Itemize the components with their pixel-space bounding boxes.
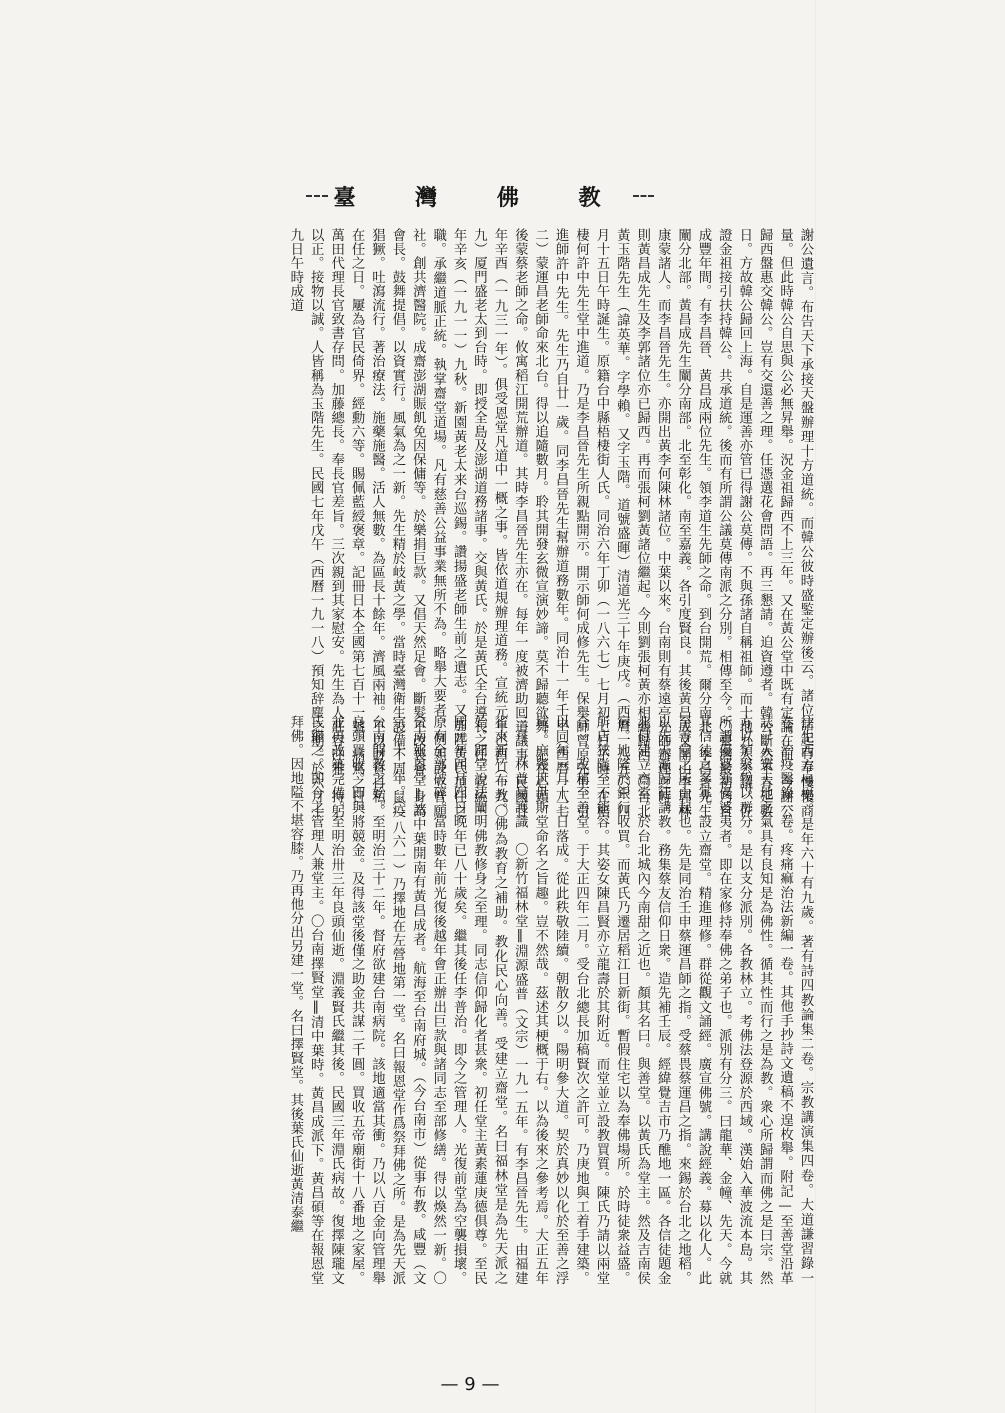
header-rule-right (633, 195, 655, 197)
text-block-lower-right: 往生西方極樂。是年六十有九歲。著有詩四教論集二卷。宗教講演集四卷。大道謙習錄一卷。治疫醫錄一卷。疼痛痲治法新編一卷。其他手抄詩文遺稿不遑枚舉。附記—至善堂沿革誌！入寰天地之氣具有良知是為佛性。循其性而行之是為教。衆心所歸謂而佛之是曰宗。然方以類聚物以群分。是以支分派別。各教林立。考佛法登源於西域。漢始入華波流本島。其所謂優婆塞優婆夷者。即在家修持奉佛之弟子也。派別有分三。曰龍華、金幢、先天。今就其信徒之多寡。設立齋堂。精進理修。群從觀文誦經。廣宣佛號。講說經義。募以化人。此至善堂之所由起也。先是同治壬申蔡運昌師之指。受蔡畏蔡運昌之指。來錫於台北之地稻。以先天派歸徒講教。務集蔡友信仰日衆。造先補壬辰。經緯覺吉市乃醮地一區。各信徒題金北付建立齋堂。於台北城內今南甜之近也。顏其名曰。與善堂。以黃氏為堂主。然及吉南侯宿。地隆於銀行收買。而黃氏乃遷居稻江日新街。暫假住宅以為奉佛場所。於時徒衆益盛。所店狹隘至不能容。其姿女陳昌賢亦立龍壽於其附近。而堂並立設教買質。陳氏乃請以兩堂合一。改稱至善堂。于大正四年二月。受台北總長加稿賢次之許可。乃庚地與工着手建築。以同年三月十三日落成。從此秩敬陸續。朝散夕以。陽明參大道。契於真妙以化於至善之浮域。庶幾世世斯堂命名之旨趣。豈不然哉。茲述其梗概于右。以為後來之參考焉。大正五年三月 林普易護識 〇新竹福林堂‖淵源盛普（文宗）一九一五年。有李昌晉先生。由福建省來新竹布教。佛為教育之補助。教化民心向善。受建立齋堂。名曰福林堂是為先天派之始。開堂說法闡明佛教修身之至理。同志信仰歸化者甚衆。初任堂主黃素蓮庚德俱尊。至民國元年四月四日晚年已八十歲矣。繼其後任李普治。即今之管理人。光復前堂為空襲損壞。原有全部破碎。當時數年前光復後越年會正辦出巨款與諸同志至部修繕。得以煥然一新。〇台南報恩堂‖諸中葉開南有黃昌成者。航海至台南府城。（今台南市）從事布教。咸豐（文宗）十一年。（一八六一）乃擇地在左營地第一堂。名曰報恩堂作爲祭拜佛之所。是為先天派台南開教之始。至明治三十二年。督府欲建台南病院。該地適當其衝。乃以八百金向管理舉良頭買收。即與將競金。及得該堂後僅之助金共謀二千圓。買收五帝廟街十八番地之家屋。並再改築完備。至明治卅三年良頭仙逝。淵義賢氏繼其後。民國三年淵氏病故。復擇陳瓏文氏繼之。即今之管理人兼堂主。〇台南擇賢堂‖清中葉時。黃昌成派下。黃昌碩等在報恩堂拜佛。因地隘不堪容膝。乃再他分出另建一堂。名曰擇賢堂。其後葉氏仙逝黃清泰繼 (287, 715, 813, 1285)
page-crease (815, 0, 816, 1413)
page-number: — 9 — (440, 1374, 500, 1395)
header-title: 臺 灣 佛 教 (333, 184, 627, 211)
page-header (300, 180, 660, 212)
header-rule-left (306, 195, 328, 197)
text-block-upper: 謝公遺言。布告天下承接天盤辦理十方道統。而韓公彼時盛鍳定辦後云。諸位諸起有奉慢慢商量。但此時韓公自思與公必無昇舉。況金祖歸西不上三年。又在黃公堂中既有定論在前。今謝公歸西盤惠交韓公。豈有交還善之理。任憑選花會問語。再三懇請。迫資遵者。韓公斷然不肯延數日。方故韓公歸回上海。自是運善亦管已得謝公莫傳。不與孫諸自稱祖師。而十地九人公議。佐證金祖接引扶持韓公。共承道統。後而有所謂公議莫傳南派之分別。相傳至今。〇臺灣最初乃自成豐年間。有李昌晉、黃昌成兩位先生。領李道生先師之命。到台開荒。爾分南北。李昌晉先生闡分北部。黃昌成先生闡分南部。北至彰化。南至嘉義。各引度賢良。其後黃昌成又開山李郭林康蒙諸人。而李昌晉先生。亦開出黃李何陳林諸位。中葉以來。台南則有蔡遠亭先師辦理之時。則黃昌成先生及李郭諸位亦已歸西。再而張柯劉黃諸位繼起。今則劉張柯黃亦相繼歸西。〇台北黃玉階先生（諱英華。字學賴。又字玉階。道號盛暉）清道光三十年庚戌。（西曆一八五〇）四月十五日午時誕生。原籍台中縣梧棲街人氏。同治六年丁卯（一八六七）七月初七日子時。在梧棲何許中先生堂中進道。乃是李昌晉先生所親點開示。開示師何成修先生。保舉師曾原先生。引進師許中先生。先生乃自廿一歲。同李昌晉先生幫辦道務數年。同治十一年壬申（西曆一八七二）蒙運昌老師命來北台。得以追隨數月。聆其開發玄微宣演妙諦。莫不歸聽欲舞。記在心頭。後蒙蔡老師之命。攸寓稻江開荒辦道。其時李昌晉先生亦在。每年一度被濟助囘道議事。民國廿年辛酉（一九三一年）。俱受恩堂凡道中一概之事。皆依道規辦理道務。宣統元年己酉（一九〇九）厦門盛老太到台時。即授全島及澎湖道務諸事。交與黃氏。於是黃氏全台導長之任。宣統三年辛亥（一九一一）九秋。新園黃老太来台巡錫。讚揚盛老師生前之遺志。又加陞黃氏頂任之職。承繼道脈正統。執掌齋堂道場。凡有慈善公益事業無所不為。略舉大要者。例如設立普願社。創共濟醫院。成齋澎湖賑飢免因保傭等。於樂捐巨款。又倡天然足會。斷髮不改裝會。身為會長。鼓舞提倡。以資實行。風氣為之一新。先生精於岐黃之學。當時臺灣衛生設備不周。鼠疫猖獗。吐瀉流行。著治療法。施藥施醫。活人無數。為區長十餘年。濟風兩袖。不以財貨自私。在任之日。屢為官民倚界。經勳六等。賜佩藍綬褒章。記冊日本全國第七百十一號。病篤之日。萬田代理長官致書存問。加藤總長。奉長官差旨。三次親到其家慰安。先生為人莊容冲雅。持躬以正。接物以誠。人皆稱為玉階先生。民國七年戊午（西曆一九一八）預知辞塵之期。於六月十九日午時成道 (287, 228, 813, 818)
